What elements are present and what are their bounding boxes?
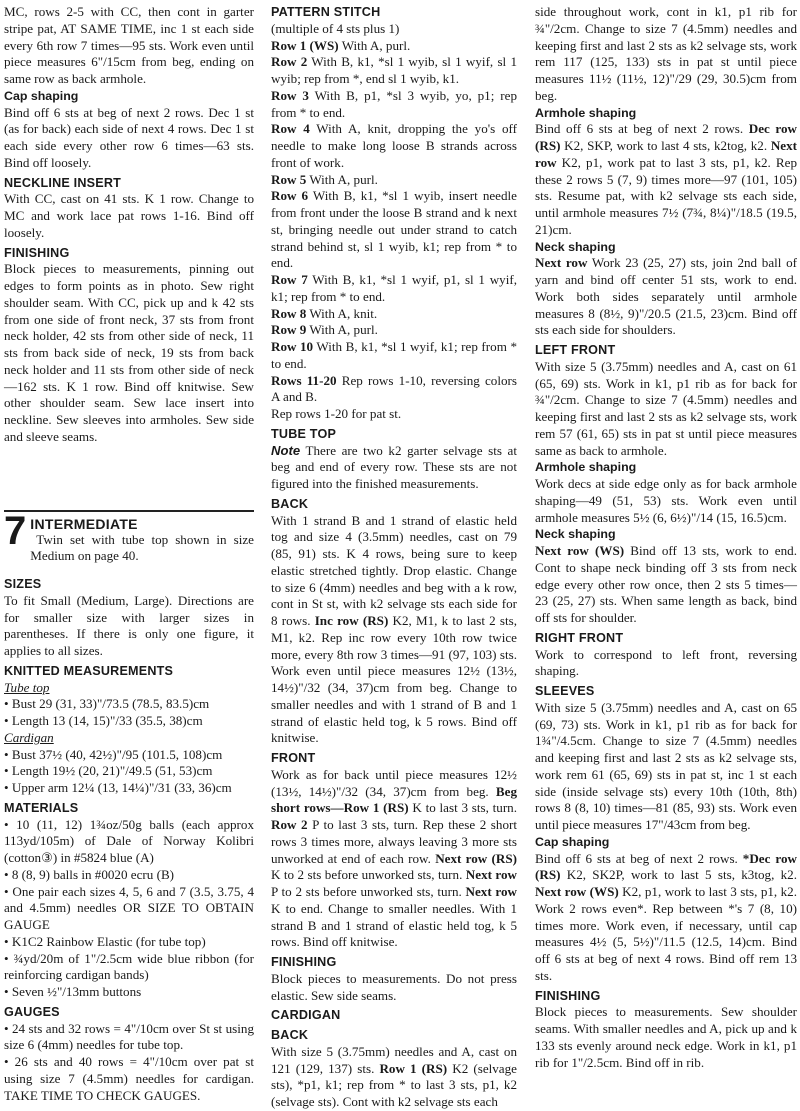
measurement-item: • Bust 37½ (40, 42½)"/95 (101.5, 108)cm [4,746,223,762]
column-left [4,4,254,1104]
cardigan-finishing-text: Block pieces to measurements. Sew shoulder seams. With smaller needles and A, pick up and k 133 sts evenly around neck edge. Work in k1, p1 rib for 1"/2.5cm. Bind off in rib. [535,1004,797,1070]
armhole-shaping-text: Bind off 6 sts at beg of next 2 rows. Dec row (RS) K2, SKP, work to last 4 sts, k2tog, k2. Next row K2, p1, work pat to last 3 sts, p1, k2. Rep these 2 rows 5 (7, 9) times more—97 (101, 105) sts. Resume pat, with k2 selvage sts each side, until armhole measures 7½ (7¾, 8¼)"/18.5 (19.5, 21)cm. [535,121,797,237]
material-item: • One pair each sizes 4, 5, 6 and 7 (3.5, 3.75, 4 and 4.5mm) needles OR SIZE TO OBTAIN GAUGE [4,883,254,932]
pattern-number: 7 [4,508,27,553]
pattern-row: Row 8 With A, knit. [271,305,378,321]
pattern-row: Row 10 With B, k1, *sl 1 wyif, k1; rep from * to end. [271,339,517,371]
knitted-measurements-heading: KNITTED MEASUREMENTS [4,663,174,678]
column-right [535,4,797,1071]
left-front-text: With size 5 (3.75mm) needles and A, cast on 61 (65, 69) sts. Work in k1, p1 rib as for back for ¾"/2cm. Change to size 7 (4.5mm) needles and keeping first and last 2 sts as k2 selvage sts, work rem 57 (61, 65) sts in pat st until piece measures same as back to armhole. [535,358,797,458]
gauges-heading: GAUGES [4,1004,60,1019]
cap-shaping-text: Bind off 6 sts at beg of next 2 rows. Dec 1 st (as for back) each side of next 4 rows. Dec 1 st each side every other row 6 times—63 sts. Bind off loosely. [4,104,254,170]
tube-top-heading: TUBE TOP [271,426,337,441]
left-front-neck-heading: Neck shaping [535,527,616,542]
sleeve-cap-heading: Cap shaping [535,834,610,849]
front-heading: FRONT [271,751,316,765]
skill-level-block [4,508,254,566]
pattern-row: Rows 11-20 Rep rows 1-10, reversing colors A and B. [271,372,517,405]
cardigan-back-text: With size 5 (3.75mm) needles and A, cast on 121 (129, 137) sts. Row 1 (RS) K2 (selvage sts), *p1, k1; rep from * to last 3 sts, p1, k2 (selvage sts). Cont with k2 selvage sts each [271,1043,517,1109]
sizes-text: To fit Small (Medium, Large). Directions are for smaller size with larger sizes in parentheses. If there is only one figure, it applies to all sizes. [4,592,254,658]
left-front-armhole-heading: Armhole shaping [535,460,637,475]
neckline-insert-text: With CC, cast on 41 sts. K 1 row. Change to MC and work lace pat rows 1-16. Bind off loosely. [4,191,254,240]
left-front-heading: LEFT FRONT [535,343,616,357]
pattern-row: Row 4 With A, knit, dropping the yo's off needle to make long loose B strands across front of work. [271,121,517,170]
pattern-multiple: (multiple of 4 sts plus 1) [271,20,400,36]
skill-level-description: Twin set with tube top shown in size Medium on page 40. [30,531,254,564]
material-item: • ¾yd/20m of 1"/2.5cm wide blue ribbon (for reinforcing cardigan bands) [4,950,254,983]
sizes-heading: SIZES [4,577,42,591]
measurement-item: • Bust 29 (31, 33)"/73.5 (78.5, 83.5)cm [4,696,210,712]
cardigan-heading: CARDIGAN [271,1008,341,1023]
neck-shaping-text: Next row Work 23 (25, 27) sts, join 2nd ball of yarn and bind off center 51 sts, work to end. Work both sides separately until armhole measures 8 (8½, 9)"/20.5 (21.5, 23)cm. Bind off sts each side for shoulders. [535,255,797,338]
left-front-armhole-text: Work decs at side edge only as for back armhole shaping—49 (51, 53) sts. Work even until armhole measures 5½ (6, 6½)"/14 (15, 16.5)cm. [535,476,797,525]
material-item: • 8 (8, 9) balls in #0020 ecru (B) [4,866,175,882]
section-divider [4,510,254,512]
back-heading: BACK [271,496,309,511]
tube-top-label: Tube top [4,679,50,695]
cardigan-label: Cardigan [4,729,54,745]
armhole-shaping-heading: Armhole shaping [535,105,637,120]
cardigan-back-heading: BACK [271,1028,309,1042]
tube-finishing-heading: FINISHING [271,955,337,969]
cap-shaping-heading: Cap shaping [4,88,79,103]
pattern-row: Row 6 With B, k1, *sl 1 wyib, insert needle from front under the loose B strand and k next st, bringing needle out under strand to catch strand behind st, sl 1 wyib, k1; rep from * to end. [271,188,517,271]
neckline-insert-heading: NECKLINE INSERT [4,175,122,190]
right-front-text: Work to correspond to left front, reversing shaping. [535,646,797,679]
materials-heading: MATERIALS [4,800,79,815]
gauge-item: • 24 sts and 32 rows = 4"/10cm over St st using size 6 (4mm) needles for tube top. [4,1020,254,1053]
pattern-row: Row 1 (WS) With A, purl. [271,37,411,53]
measurement-item: • Length 19½ (20, 21)"/49.5 (51, 53)cm [4,763,213,779]
skill-level-label: INTERMEDIATE [30,515,138,532]
pattern-row: Row 2 With B, k1, *sl 1 wyib, sl 1 wyif, sl 1 wyib; rep from *, end sl 1 wyib, k1. [271,54,517,86]
left-front-neck-text: Next row (WS) Bind off 13 sts, work to end. Cont to shape neck binding off 3 sts from neck edge every other row once, then 2 sts 5 times—23 (25, 27) sts. When same length as back, bind off sts for shoulder. [535,543,797,625]
neck-shaping-heading: Neck shaping [535,239,616,254]
measurement-item: • Upper arm 12¼ (13, 14¼)"/31 (33, 36)cm [4,780,232,795]
pattern-row: Row 5 With A, purl. [271,171,378,187]
pattern-row: Row 9 With A, purl. [271,322,378,338]
pattern-row: Row 7 With B, k1, *sl 1 wyif, p1, sl 1 wyif, k1; rep from * to end. [271,272,517,304]
finishing-text: Block pieces to measurements, pinning out edges to form points as in photo. Sew right shoulder seam. With CC, pick up and k 42 sts from one side of front neck, 37 sts from front neck holder, 42 sts from other side of neck, 11 sts from back side of neck, 19 sts from back neck holder and 11 sts from other side of neck—162 sts. K 1 row. Bind off knitwise. Sew other shoulder seam. Sew lace insert into neckline. Sew sleeves into armholes. Sew side and sleeve seams. [4,261,254,444]
sleeve-continuation-text: MC, rows 2-5 with CC, then cont in garter stripe pat, AT SAME TIME, inc 1 st each side every 6th row 7 times—95 sts. Work even until piece measures 6"/15cm from beg, ending on same row as back armhole. [4,4,254,86]
front-text: Work as for back until piece measures 12½ (13½, 14½)"/32 (34, 37)cm from beg. Beg short rows—Row 1 (RS) K to last 3 sts, turn. Row 2 P to last 3 sts, turn. Rep these 2 short rows 3 times more, always leaving 3 more sts unworked at end of each row. Next row (RS) K to 2 sts before unworked sts, turn. Next row P to 2 sts before unworked sts, turn. Next row K to end. Change to smaller needles. With 1 strand B and 1 strand of elastic held tog, k 5 rows. Bind off knitwise. [271,766,518,950]
pattern-stitch-heading: PATTERN STITCH [271,5,381,19]
material-item: • Seven ½"/13mm buttons [4,984,142,999]
cardigan-finishing-heading: FINISHING [535,988,601,1003]
pattern-row: Row 3 With B, p1, *sl 3 wyib, yo, p1; rep from * to end. [271,87,517,120]
column-middle [271,4,517,1111]
right-front-heading: RIGHT FRONT [535,630,624,645]
material-item: • K1C2 Rainbow Elastic (for tube top) [4,933,206,949]
tube-finishing-text: Block pieces to measurements. Do not press elastic. Sew side seams. [271,970,517,1003]
sleeves-text: With size 5 (3.75mm) needles and A, cast on 65 (69, 73) sts. Work in k1, p1 rib as for back for 1¾"/4.5cm. Change to size 7 (4.5mm) needles and keeping first and last 2 sts as k2 selvage sts, work rem 61 (65, 69) sts in pat st, inc 1 st each side (inside selvage sts) every 10th (10th, 8th) rows 8 (8, 10) times—81 (85, 93) sts. Work even until piece measures 17"/43cm from beg. [535,699,797,832]
finishing-heading: FINISHING [4,245,70,260]
gauge-item: • 26 sts and 40 rows = 4"/10cm over pat st using size 7 (4.5mm) needles for cardigan. TAKE TIME TO CHECK GAUGES. [4,1054,254,1103]
sleeve-cap-text: Bind off 6 sts at beg of next 2 rows. *Dec row (RS) K2, SK2P, work to last 5 sts, k3tog, k2. Next row (WS) K2, p1, work to last 3 sts, p1, k2. Work 2 rows even*. Rep between *'s 7 (8, 10) times more. Work even, if necessary, until cap measures 4½ (5, 5½)"/11.5 (12.5, 14)cm. Bind off 6 sts at beg of next 4 rows. Bind off rem 13 sts. [535,850,797,983]
material-item: • 10 (11, 12) 1¾oz/50g balls (each approx 113yd/105m) of Dale of Norway Kolibri (cotton③) in #5824 blue (A) [4,816,254,865]
back-text: With 1 strand B and 1 strand of elastic held tog and size 4 (3.5mm) needles, cast on 79 (85, 91) sts. K 4 rows, being sure to keep elastic stretched tightly. Drop elastic. Change to size 6 (4mm) needles and beg with a k row, cont in St st, with k2 selvage sts each side for 8 rows. Inc row (RS) K2, M1, k to last 2 sts, M1, k2. Rep inc row every 10th row twice more, every 8th row 3 times—91 (97, 103) sts. Work even until piece measures 12½ (13½, 14½)"/32 (34, 37)cm from beg. Change to smaller needles and with 1 strand of B and 1 strand of elastic held tog, k 5 rows. Bind off knitwise. [271,512,518,746]
cardigan-back-continuation: side throughout work, cont in k1, p1 rib for ¾"/2cm. Change to size 7 (4.5mm) needles and keeping first and last 2 sts as k2 selvage sts, work rem 117 (125, 133) sts in pat st until piece measures 11½ (11½, 12)"/29 (29, 30.5)cm from beg. [535,4,797,103]
pattern-repeat-line: Rep rows 1-20 for pat st. [271,406,402,421]
tube-top-note: Note There are two k2 garter selvage sts at beg and end of every row. These sts are not figured into the finished measurements. [271,442,517,491]
sleeves-heading: SLEEVES [535,684,595,698]
measurement-item: • Length 13 (14, 15)"/33 (35.5, 38)cm [4,713,203,728]
